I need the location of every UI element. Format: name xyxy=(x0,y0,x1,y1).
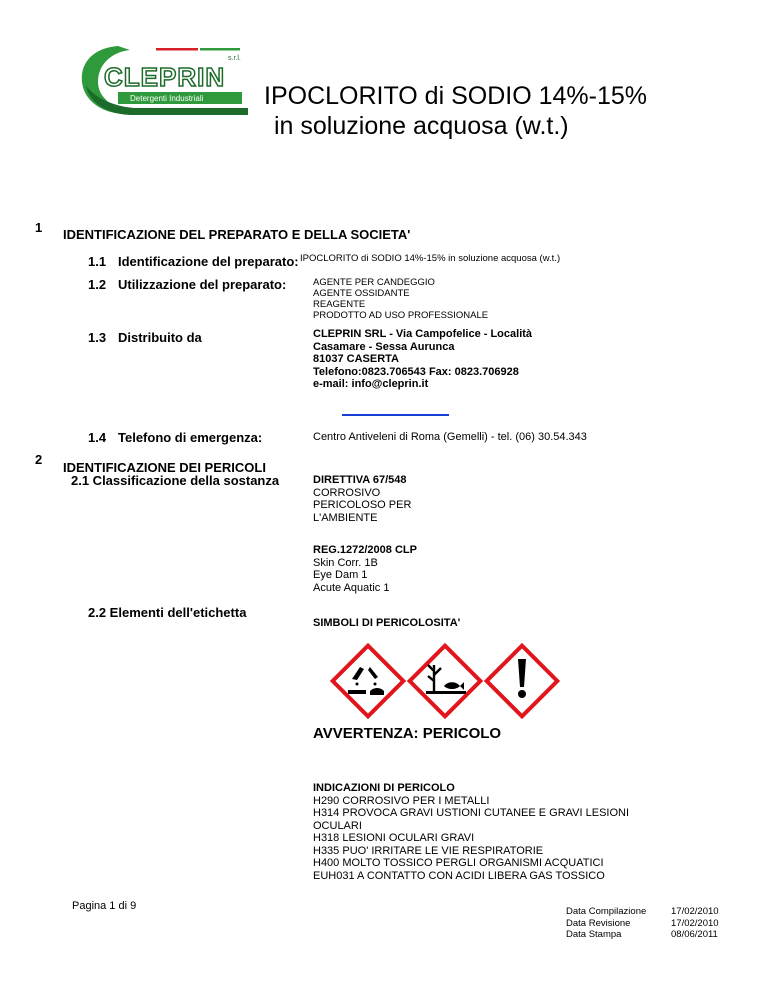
directive-line: L'AMBIENTE xyxy=(313,511,378,524)
emergency-phone: Centro Antiveleni di Roma (Gemelli) - tel. (06) 30.54.343 xyxy=(313,431,587,443)
hazard-line: OCULARI xyxy=(313,819,362,832)
distributor-line: CLEPRIN SRL - Via Campofelice - Località xyxy=(313,328,533,340)
footer-value: 08/06/2011 xyxy=(671,929,718,940)
subsection-2-1-label: 2.1 Classificazione della sostanza xyxy=(71,473,280,488)
company-logo xyxy=(78,42,254,118)
regulation-line: Acute Aquatic 1 xyxy=(313,581,390,594)
usage-item: AGENTE OSSIDANTE xyxy=(313,288,410,299)
symbols-title: SIMBOLI DI PERICOLOSITA' xyxy=(313,617,461,629)
subsection-1-1-label: Identificazione del preparato: xyxy=(118,254,299,269)
hazard-line: H314 PROVOCA GRAVI USTIONI CUTANEE E GRAVI LESIONI xyxy=(313,807,630,819)
subsection-1-4-number: 1.4 xyxy=(88,430,107,445)
hazard-line: EUH031 A CONTATTO CON ACIDI LIBERA GAS TOSSICO xyxy=(313,869,605,882)
footer-date-values xyxy=(671,906,719,941)
hazard-pictograms xyxy=(330,643,560,719)
hazard-line: H400 MOLTO TOSSICO PERGLI ORGANISMI ACQUATICI xyxy=(313,857,604,869)
regulation-block xyxy=(313,544,417,594)
cleprin-logo-graphic xyxy=(78,42,254,118)
subsection-1-3-number: 1.3 xyxy=(88,330,107,345)
regulation-line: Eye Dam 1 xyxy=(313,569,368,581)
distributor-email[interactable]: e-mail: info@cleprin.it xyxy=(313,378,429,390)
subsection-1-4-label: Telefono di emergenza: xyxy=(118,430,263,445)
page-number: Pagina 1 di 9 xyxy=(72,900,137,912)
section-2-number: 2 xyxy=(35,452,43,467)
environment-icon xyxy=(410,646,481,717)
hazard-line: H290 CORROSIVO PER I METALLI xyxy=(313,794,490,807)
blue-divider-line xyxy=(342,414,449,416)
subsection-1-2-label: Utilizzazione del preparato: xyxy=(118,277,287,292)
signal-word: AVVERTENZA: PERICOLO xyxy=(313,725,502,742)
section-1-title: IDENTIFICAZIONE DEL PREPARATO E DELLA SOCIETA' xyxy=(63,227,411,242)
directive-title: DIRETTIVA 67/548 xyxy=(313,474,407,486)
subsection-1-2-number: 1.2 xyxy=(88,277,107,292)
footer-label: Data Revisione xyxy=(566,917,631,929)
section-1-number: 1 xyxy=(35,220,43,235)
hazard-statements xyxy=(313,782,629,882)
subsection-1-3-label: Distribuito da xyxy=(118,330,202,345)
usage-item: REAGENTE xyxy=(313,299,366,310)
distributor-line: 81037 CASERTA xyxy=(313,353,399,365)
exclamation-icon xyxy=(487,646,558,717)
usage-list xyxy=(313,277,488,321)
usage-item: PRODOTTO AD USO PROFESSIONALE xyxy=(313,310,489,321)
document-subtitle: in soluzione acquosa (w.t.) xyxy=(274,112,569,140)
hazard-statements-title: INDICAZIONI DI PERICOLO xyxy=(313,782,455,794)
corrosion-icon xyxy=(333,646,404,717)
hazard-line: H335 PUO' IRRITARE LE VIE RESPIRATORIE xyxy=(313,844,544,857)
section-2-title: IDENTIFICAZIONE DEI PERICOLI xyxy=(63,460,266,475)
regulation-line: Skin Corr. 1B xyxy=(313,556,378,569)
pictogram-row xyxy=(330,643,560,719)
logo-tagline: Detergenti Industriali xyxy=(130,94,204,103)
footer-value: 17/02/2010 xyxy=(671,917,719,929)
document-title: IPOCLORITO di SODIO 14%-15% xyxy=(264,82,647,110)
subsection-1-1-value: IPOCLORITO di SODIO 14%-15% in soluzione acquosa (w.t.) xyxy=(300,253,561,264)
subsection-1-1-number: 1.1 xyxy=(88,254,107,269)
distributor-line: Telefono:0823.706543 Fax: 0823.706928 xyxy=(313,365,519,378)
usage-item: AGENTE PER CANDEGGIO xyxy=(313,277,435,288)
hazard-line: H318 LESIONI OCULARI GRAVI xyxy=(313,832,475,844)
distributor-address xyxy=(313,328,532,391)
directive-line: PERICOLOSO PER xyxy=(313,499,412,511)
footer-label: Data Compilazione xyxy=(566,906,647,917)
footer-date-labels xyxy=(566,906,646,941)
distributor-line: Casamare - Sessa Aurunca xyxy=(313,340,455,353)
regulation-title: REG.1272/2008 CLP xyxy=(313,544,417,556)
subsection-2-2-label: 2.2 Elementi dell'etichetta xyxy=(88,605,247,620)
footer-label: Data Stampa xyxy=(566,929,622,940)
directive-block xyxy=(313,474,411,524)
logo-brand: CLEPRIN xyxy=(104,62,226,92)
logo-srl: s.r.l. xyxy=(228,55,241,62)
footer-value: 17/02/2010 xyxy=(671,906,719,917)
directive-line: CORROSIVO xyxy=(313,486,381,499)
